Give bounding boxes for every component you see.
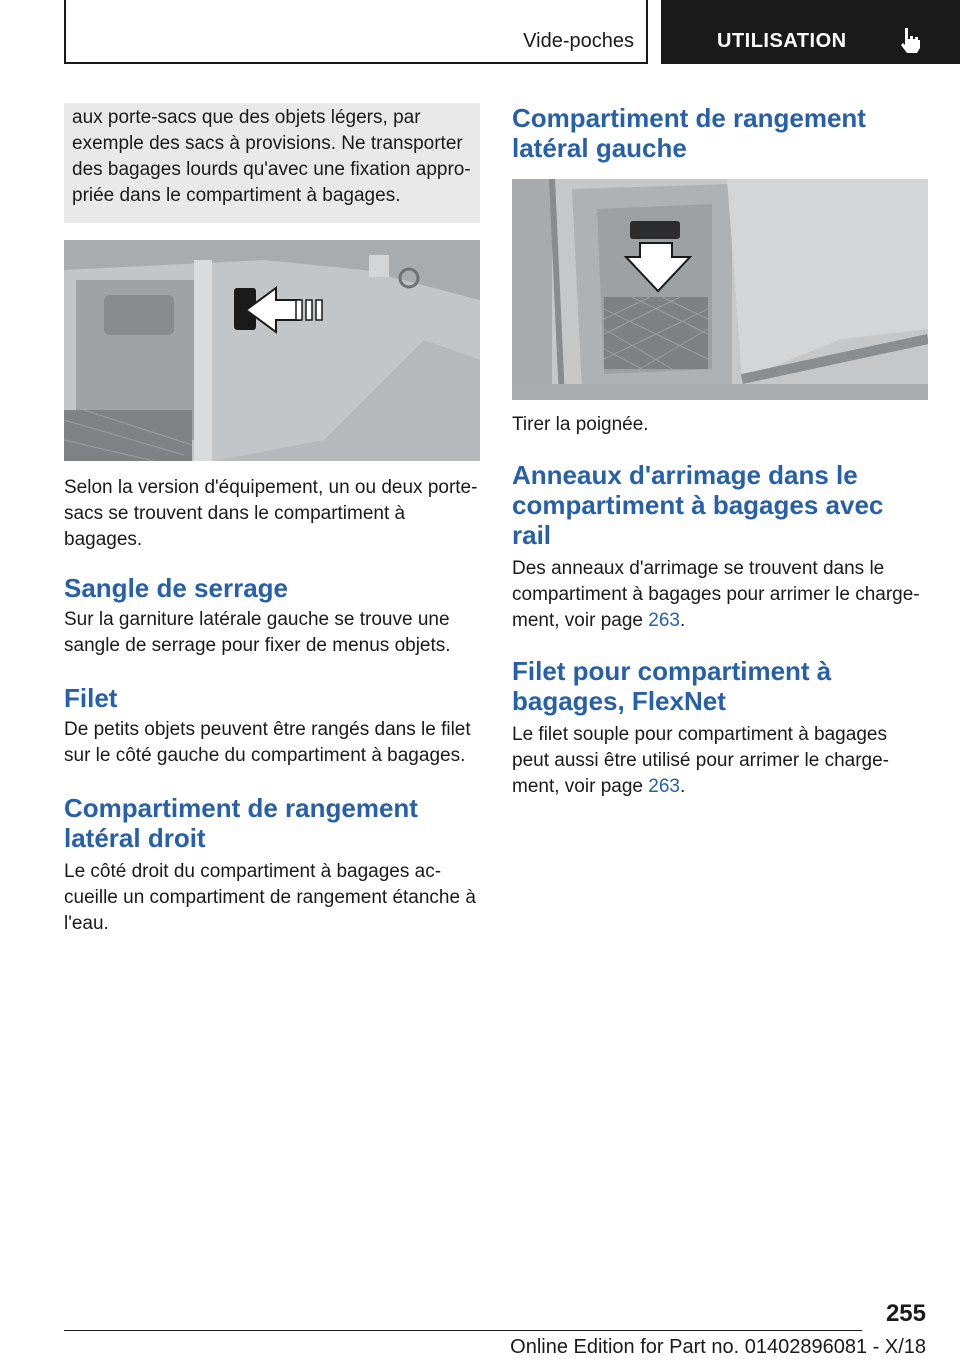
right-column [512, 103, 928, 800]
chapter-title: UTILISATION [717, 30, 847, 52]
chapter-tab [661, 0, 960, 64]
gauche-heading: Compartiment de rangement latéral gauche [512, 103, 866, 163]
flexnet-heading: Filet pour compartiment à bagages, FlexNet [512, 656, 832, 716]
anneaux-text [512, 556, 928, 634]
flexnet-period: . [679, 776, 686, 797]
sangle-heading: Sangle de serrage [64, 573, 288, 603]
flexnet-page-link[interactable]: 263 [648, 776, 680, 797]
anneaux-page-link[interactable]: 263 [648, 610, 680, 631]
filet-heading: Filet [64, 683, 118, 713]
edition-text: Online Edition for Part no. 01402896081 - X/18 [510, 1336, 926, 1358]
left-column [64, 103, 480, 937]
footer-divider [64, 1330, 862, 1331]
sangle-text: Sur la garniture latérale gauche se trouve une sangle de serrage pour fixer de menus objets. [64, 609, 451, 656]
droit-heading: Compartiment de rangement latéral droit [64, 793, 418, 853]
note-box [64, 103, 480, 223]
flexnet-body: Le filet souple pour compartiment à bagages peut aussi être utilisé pour arrimer le charge-ment, voir page [512, 724, 890, 797]
anneaux-body: Des anneaux d'arrimage se trouvent dans le compartiment à bagages pour arrimer le charge-ment, voir page [512, 558, 920, 631]
storage-compartment-photo [512, 179, 928, 400]
droit-text: Le côté droit du compartiment à bagages ac-cueille un compartiment de rangement étanche à l'eau. [64, 861, 476, 934]
page-number: 255 [885, 1300, 926, 1327]
section-title: Vide-poches [523, 30, 634, 52]
note-text: aux porte-sacs que des objets légers, par exemple des sacs à provisions. Ne transporter des bagages lourds qu'avec une fixation appro-priée dans le compartiment à bagages. [72, 107, 471, 206]
anneaux-heading: Anneaux d'arrimage dans le compartiment à bagages avec rail [512, 460, 884, 550]
header-section-box [64, 0, 648, 64]
flexnet-text [512, 722, 928, 800]
anneaux-period: . [679, 610, 686, 631]
pointing-hand-icon [899, 26, 923, 54]
intro-text: Selon la version d'équipement, un ou deux porte-sacs se trouvent dans le compartiment à bagages. [64, 477, 478, 550]
filet-text: De petits objets peuvent être rangés dans le filet sur le côté gauche du compartiment à bagages. [64, 719, 471, 766]
bag-hook-photo [64, 240, 480, 461]
caption-text: Tirer la poignée. [512, 414, 649, 435]
